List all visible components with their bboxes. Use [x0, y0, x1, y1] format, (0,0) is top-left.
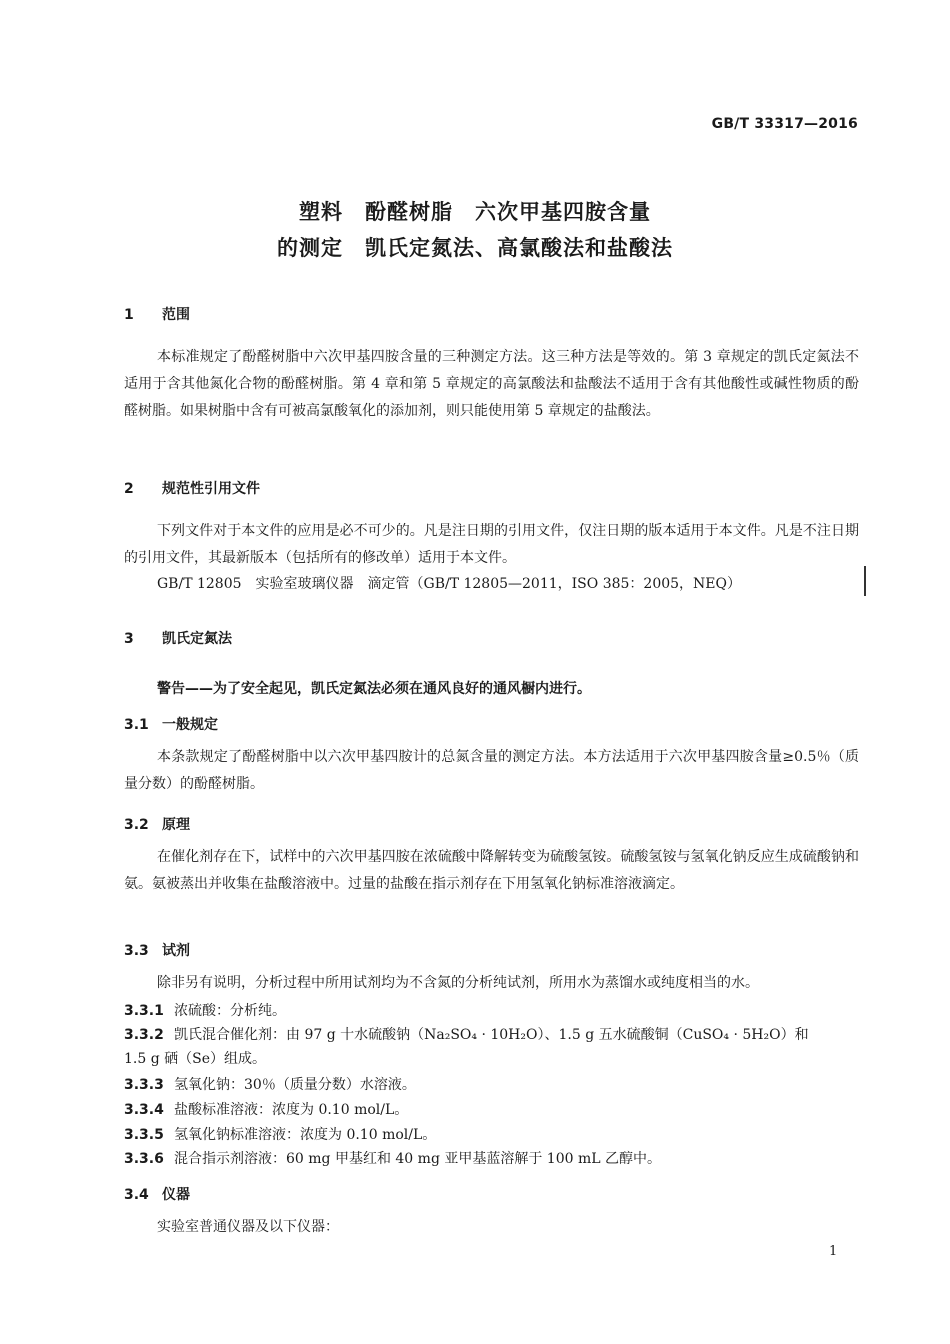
section-number: 3.3 [124, 943, 149, 959]
section-number: 3 [124, 631, 134, 647]
section-2-heading [124, 478, 260, 498]
reagent-item [124, 1024, 859, 1044]
safety-warning: 警告——为了安全起见，凯氏定氮法必须在通风良好的通风橱内进行。 [157, 681, 591, 697]
title-line-2: 的测定 凯氏定氮法、高氯酸法和盐酸法 [277, 236, 673, 260]
subsection-3-2-heading [124, 814, 190, 834]
section-1-heading [124, 304, 190, 324]
section-number: 1 [124, 307, 134, 323]
section-title: 凯氏定氮法 [162, 631, 232, 647]
title-line-1: 塑料 酚醛树脂 六次甲基四胺含量 [299, 200, 651, 224]
section-number: 3.1 [124, 717, 149, 733]
subsection-3-4-heading [124, 1184, 190, 1204]
section-title: 一般规定 [162, 717, 218, 733]
section-title: 范围 [162, 307, 190, 323]
section-title: 仪器 [162, 1187, 190, 1203]
subsection-3-3-heading [124, 940, 190, 960]
section-2-paragraph: 下列文件对于本文件的应用是必不可少的。凡是注日期的引用文件，仅注日期的版本适用于本文件。凡是不注日期的引用文件，其最新版本（包括所有的修改单）适用于本文件。 [124, 523, 859, 566]
section-number: 2 [124, 481, 134, 497]
reagent-item-continuation: 1.5 g 硒（Se）组成。 [124, 1051, 267, 1067]
section-title: 试剂 [162, 943, 190, 959]
normative-reference: GB/T 12805 实验室玻璃仪器 滴定管（GB/T 12805—2011，ISO 385：2005，NEQ） [157, 576, 741, 592]
change-bar [864, 566, 866, 596]
item-text: 浓硫酸：分析纯。 [174, 1003, 286, 1019]
section-3-heading [124, 628, 232, 648]
reagent-item [124, 1099, 859, 1119]
item-number: 3.3.6 [124, 1151, 164, 1167]
reagent-item [124, 1000, 859, 1020]
subsection-3-1-paragraph: 本条款规定了酚醛树脂中以六次甲基四胺计的总氮含量的测定方法。本方法适用于六次甲基四胺含量≥0.5％（质量分数）的酚醛树脂。 [124, 749, 859, 792]
reagent-item [124, 1124, 859, 1144]
subsection-3-1-heading [124, 714, 218, 734]
item-number: 3.3.4 [124, 1102, 164, 1118]
subsection-3-2-paragraph: 在催化剂存在下，试样中的六次甲基四胺在浓硫酸中降解转变为硫酸氢铵。硫酸氢铵与氢氧化钠反应生成硫酸钠和氨。氨被蒸出并收集在盐酸溶液中。过量的盐酸在指示剂存在下用氢氧化钠标准溶液滴定。 [124, 849, 859, 892]
section-number: 3.2 [124, 817, 149, 833]
item-number: 3.3.5 [124, 1127, 164, 1143]
section-title: 规范性引用文件 [162, 481, 260, 497]
item-number: 3.3.2 [124, 1027, 164, 1043]
subsection-3-3-paragraph: 除非另有说明，分析过程中所用试剂均为不含氮的分析纯试剂，所用水为蒸馏水或纯度相当的水。 [157, 975, 759, 991]
reagent-item [124, 1148, 859, 1168]
section-1-paragraph: 本标准规定了酚醛树脂中六次甲基四胺含量的三种测定方法。这三种方法是等效的。第 3 章规定的凯氏定氮法不适用于含其他氮化合物的酚醛树脂。第 4 章和第 5 章规定的高氯酸法和盐酸法不适用于含有其他酸性或碱性物质的酚醛树脂。如果树脂中含有可被高氯酸氧化的添加剂，则只能使用第 5 章规定的盐酸法。 [124, 349, 859, 419]
standard-code: GB/T 33317—2016 [711, 116, 858, 132]
item-text: 凯氏混合催化剂：由 97 g 十水硫酸钠（Na₂SO₄ · 10H₂O）、1.5 g 五水硫酸铜（CuSO₄ · 5H₂O）和 [174, 1027, 809, 1043]
item-number: 3.3.3 [124, 1077, 164, 1093]
item-text: 氢氧化钠标准溶液：浓度为 0.10 mol/L。 [174, 1127, 437, 1143]
item-text: 混合指示剂溶液：60 mg 甲基红和 40 mg 亚甲基蓝溶解于 100 mL 乙醇中。 [174, 1151, 661, 1167]
item-text: 盐酸标准溶液：浓度为 0.10 mol/L。 [174, 1102, 409, 1118]
item-number: 3.3.1 [124, 1003, 164, 1019]
reagent-item [124, 1074, 859, 1094]
subsection-3-4-paragraph: 实验室普通仪器及以下仪器： [157, 1219, 339, 1235]
section-title: 原理 [162, 817, 190, 833]
item-text: 氢氧化钠：30％（质量分数）水溶液。 [174, 1077, 416, 1093]
page-number: 1 [829, 1244, 838, 1259]
section-number: 3.4 [124, 1187, 149, 1203]
